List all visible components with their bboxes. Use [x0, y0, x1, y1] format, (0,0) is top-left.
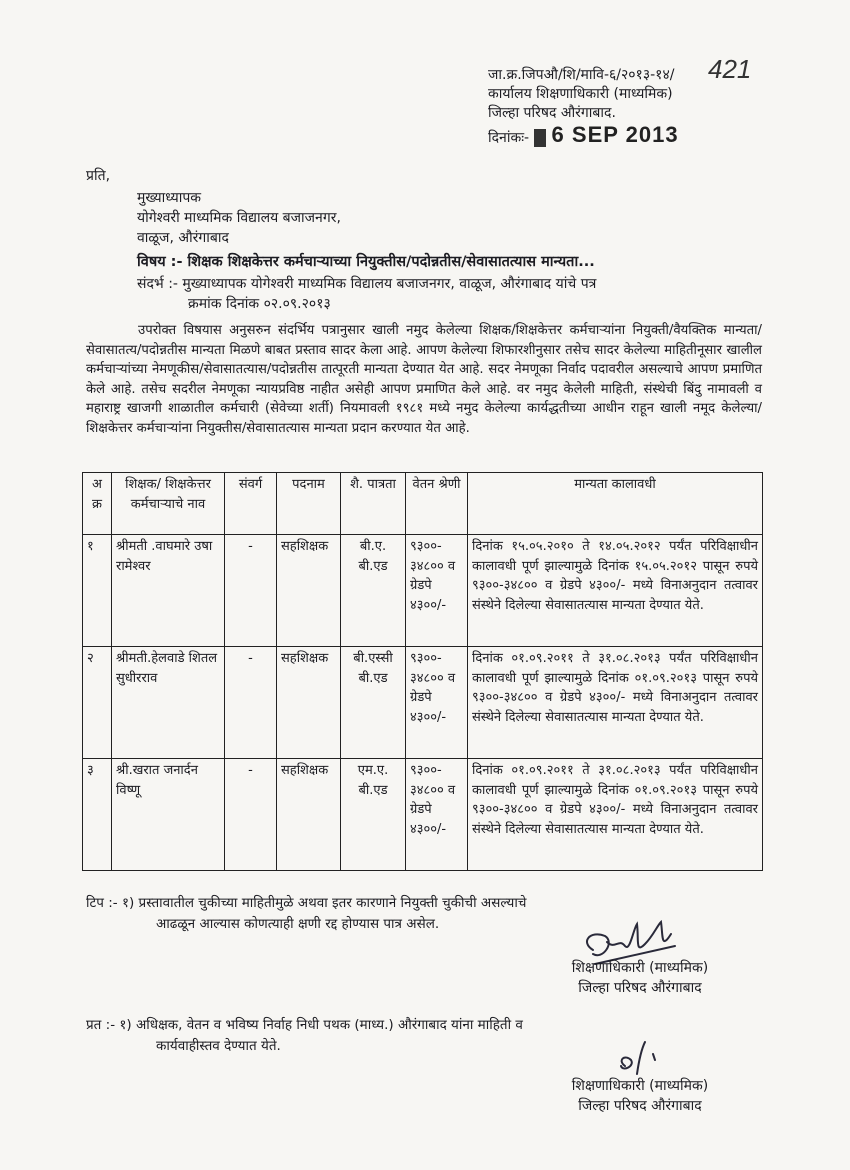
date-stamp: 6 SEP 2013: [551, 122, 679, 147]
cell-approval-period: दिनांक ०१.०९.२०११ ते ३१.०८.२०१३ पर्यंत परिविक्षाधीन कालावधी पूर्ण झाल्यामुळे दिनांक ०१.०९.२०१३ पासून रुपये ९३००-३४८०० व ग्रेडपे ४३००/- मध्ये विनाअनुदान तत्वावर संस्थेने दिलेल्या सेवासातत्यास मान्यता देण्यात येते.: [468, 759, 763, 871]
col-header-cadre: संवर्ग: [225, 473, 277, 535]
recipient-line: वाळूज, औरंगाबाद: [137, 230, 229, 246]
cell-name: श्रीमती .वाघमारे उषा रामेश्वर: [112, 535, 225, 647]
col-header-qualification: शै. पात्रता: [341, 473, 406, 535]
body-text: उपरोक्त विषयास अनुसरुन संदर्भिय पत्रानुसार खाली नमुद केलेल्या शिक्षक/शिक्षकेत्तर कर्मचाऱ्यांना नियुक्ती/वैयक्तिक मान्यता/सेवासातत्य/पदोन्नतीस मान्यता मिळणे बाबत प्रस्ताव सादर केला आहे. आपण केलेल्या शिफारशीनुसार तसेच सादर केलेल्या माहितीनूसार खालील कर्मचाऱ्यांच्या नेमणूकीस/सेवासातत्यास/पदोन्नतीस तात्पूरती मान्यता देण्यात येत आहे. सदर नेमणूका निर्वाद पदावरील असल्याचे आपण प्रमाणित केले आहे. तसेच सदरील नेमणूका न्यायप्रविष्ठ नाहीत असेही आपण प्रमाणित केले आहे. वर नमुद केलेली माहिती, संस्थेची बिंदु नामावली व महाराष्ट्र खाजगी शाळातील कर्मचारी (सेवेच्या शर्ती) नियमावली १९८१ मध्ये नमुद केलेल्या कार्यद्धतीच्या आधीन राहून खाली नमूद केलेल्या/शिक्षकेत्तर कर्मचाऱ्यांना नियुक्तीस/सेवासातत्यास मान्यता प्रदान करण्यात येत आहे.: [86, 323, 762, 436]
reference-line-2: क्रमांक दिनांक ०२.०९.२०१३: [188, 296, 331, 312]
cell-cadre: -: [225, 647, 277, 759]
cell-cadre: -: [225, 759, 277, 871]
table-row: [83, 535, 763, 647]
handwritten-reference-number: 421: [708, 54, 752, 84]
col-header-designation: पदनाम: [277, 473, 341, 535]
col-header-approval-period: मान्यता कालावधी: [468, 473, 763, 535]
signature-block-1: [530, 958, 750, 998]
reference-number-line: जा.क्र.जिपऔ/शि/मावि-६/२०१३-१४/: [488, 67, 675, 83]
signatory-office: जिल्हा परिषद औरंगाबाद: [578, 1098, 702, 1114]
cell-qualification: बी.एस्सी बी.एड: [341, 647, 406, 759]
cell-pay-scale: ९३००- ३४८०० व ग्रेडपे ४३००/-: [406, 647, 468, 759]
note-line-2: आढळून आल्यास कोणत्याही क्षणी रद्द होण्यास पात्र असेल.: [156, 916, 440, 932]
letter-header: [488, 54, 752, 148]
cell-approval-period: दिनांक ०१.०९.२०११ ते ३१.०८.२०१३ पर्यंत परिविक्षाधीन कालावधी पूर्ण झाल्यामुळे दिनांक ०१.०९.२०१३ पासून रुपये ९३००-३४८०० व ग्रेडपे ४३००/- मध्ये विनाअनुदान तत्वावर संस्थेने दिलेल्या सेवासातत्यास मान्यता देण्यात येते.: [468, 647, 763, 759]
cell-designation: सहशिक्षक: [277, 535, 341, 647]
signatory-title: शिक्षणाधिकारी (माध्यमिक): [571, 1078, 709, 1094]
note-line-1: टिप :- १) प्रस्तावातील चुकीच्या माहितीमुळे अथवा इतर कारणाने नियुक्ती चुकीची असल्याचे: [86, 895, 527, 911]
body-paragraph: [86, 321, 762, 439]
cell-approval-period: दिनांक १५.०५.२०१० ते १४.०५.२०१२ पर्यंत परिविक्षाधीन कालावधी पूर्ण झाल्यामुळे दिनांक १५.०५.२०१२ पासून रुपये ९३००-३४८०० व ग्रेडपे ४३००/- मध्ये विनाअनुदान तत्वावर संस्थेने दिलेल्या सेवासातत्यास मान्यता देण्यात येते.: [468, 535, 763, 647]
subject-line: विषय :- शिक्षक शिक्षकेत्तर कर्मचाऱ्याच्या नियुक्तीस/पदोन्नतीस/सेवासातत्यास मान्यता...: [137, 254, 595, 270]
reference-line-1: संदर्भ :- मुख्याध्यापक योगेश्वरी माध्यमिक विद्यालय बजाजनगर, वाळूज, औरंगाबाद यांचे पत्र: [137, 276, 597, 292]
signature-2-scribble: [615, 1040, 675, 1080]
cell-qualification: एम.ए. बी.एड: [341, 759, 406, 871]
cell-name: श्रीमती.हेलवाडे शितल सुधीरराव: [112, 647, 225, 759]
reference-block: [137, 274, 596, 314]
cell-pay-scale: ९३००- ३४८०० व ग्रेडपे ४३००/-: [406, 759, 468, 871]
recipient-address: [137, 188, 341, 248]
approval-table: [82, 472, 763, 871]
cell-sr: १: [83, 535, 112, 647]
cell-sr: ३: [83, 759, 112, 871]
copy-to-block: [86, 1015, 523, 1057]
copy-to-line-1: प्रत :- १) अधिक्षक, वेतन व भविष्य निर्वाह निधी पथक (माध्य.) औरंगाबाद यांना माहिती व: [86, 1017, 523, 1033]
copy-to-line-2: कार्यवाहीस्तव देण्यात येते.: [156, 1038, 281, 1054]
col-header-pay-scale: वेतन श्रेणी: [406, 473, 468, 535]
note-block: [86, 893, 526, 935]
stamp-mark: [534, 129, 546, 147]
col-header-name: शिक्षक/ शिक्षकेत्तर कर्मचाऱ्याचे नाव: [112, 473, 225, 535]
table-row: [83, 647, 763, 759]
cell-sr: २: [83, 647, 112, 759]
recipient-line: योगेश्वरी माध्यमिक विद्यालय बजाजनगर,: [137, 210, 341, 226]
cell-designation: सहशिक्षक: [277, 647, 341, 759]
cell-pay-scale: ९३००- ३४८०० व ग्रेडपे ४३००/-: [406, 535, 468, 647]
district-name: जिल्हा परिषद औरंगाबाद.: [488, 105, 616, 121]
table-row: [83, 759, 763, 871]
salutation: प्रति,: [86, 168, 111, 184]
cell-qualification: बी.ए. बी.एड: [341, 535, 406, 647]
signatory-office: जिल्हा परिषद औरंगाबाद: [578, 980, 702, 996]
signatory-title: शिक्षणाधिकारी (माध्यमिक): [571, 960, 709, 976]
cell-cadre: -: [225, 535, 277, 647]
signature-block-2: [530, 1076, 750, 1116]
recipient-line: मुख्याध्यापक: [137, 190, 202, 206]
cell-designation: सहशिक्षक: [277, 759, 341, 871]
date-label: दिनांकः-: [488, 130, 530, 146]
cell-name: श्री.खरात जनार्दन विष्णू: [112, 759, 225, 871]
office-name: कार्यालय शिक्षणाधिकारी (माध्यमिक): [488, 86, 673, 102]
col-header-sr: अ क्र: [83, 473, 112, 535]
